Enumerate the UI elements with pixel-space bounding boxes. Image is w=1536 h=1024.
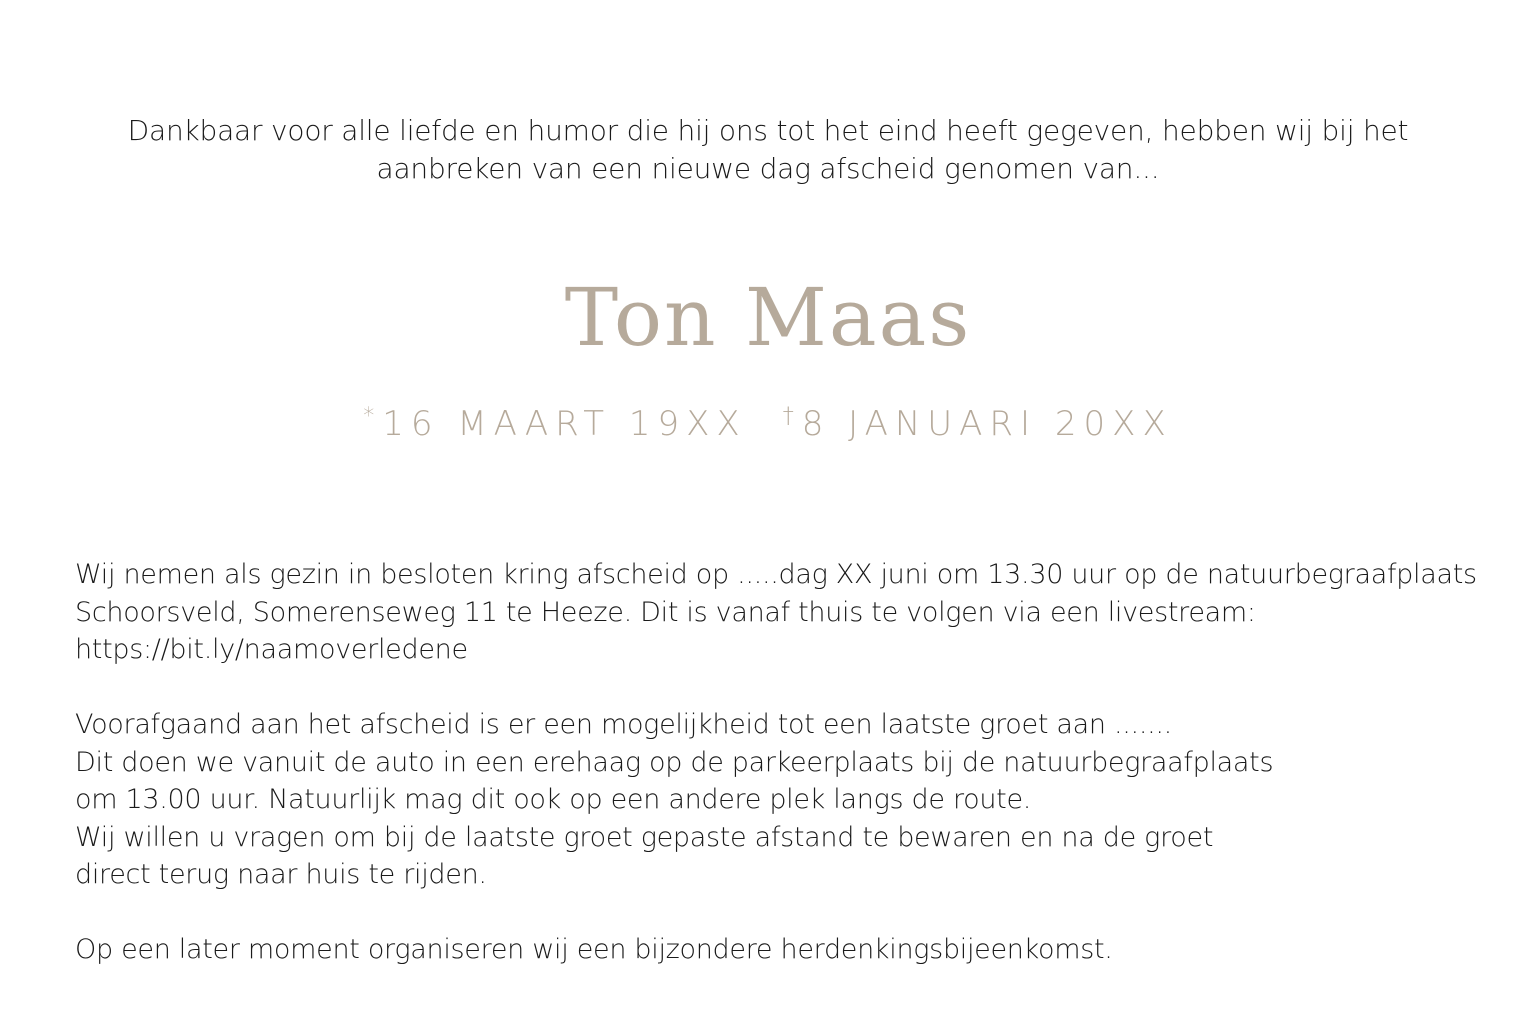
paragraph-spacer xyxy=(75,669,1515,707)
body-line: Wij willen u vragen om bij de laatste groet gepaste afstand te bewaren en na de groet xyxy=(75,821,1214,853)
life-dates xyxy=(0,396,1536,445)
body-line: Schoorsveld, Somerenseweg 11 te Heeze. Dit is vanaf thuis te volgen via een livestream: xyxy=(75,596,1256,628)
paragraph-spacer xyxy=(75,894,1515,932)
livestream-link[interactable]: https://bit.ly/naamoverledene xyxy=(75,634,468,665)
birth-date: 16 MAART 19XX xyxy=(382,404,747,444)
death-date: 8 JANUARI 20XX xyxy=(801,404,1173,444)
birth-symbol: * xyxy=(363,404,375,429)
body-line: Wij nemen als gezin in besloten kring afscheid op .....dag XX juni om 13.30 uur op de natuurbegraafplaats xyxy=(75,559,1477,590)
deceased-name: Ton Maas xyxy=(564,271,972,364)
body-line: Op een later moment organiseren wij een bijzondere herdenkingsbijeenkomst. xyxy=(75,934,1113,965)
body-line: Dit doen we vanuit de auto in een erehaag op de parkeerplaats bij de natuurbegraafplaats xyxy=(75,746,1274,778)
intro-line: aanbreken van een nieuwe dag afscheid genomen van... xyxy=(376,152,1160,185)
body-line: direct terug naar huis te rijden. xyxy=(75,859,487,890)
death-symbol: † xyxy=(782,404,794,429)
announcement-body xyxy=(75,556,1515,969)
body-line: Voorafgaand aan het afscheid is er een mogelijkheid tot een laatste groet aan ....... xyxy=(75,709,1172,740)
intro-line: Dankbaar voor alle liefde en humor die hij ons tot het eind heeft gegeven, hebben wij bij het xyxy=(127,114,1409,147)
intro-text xyxy=(0,112,1536,188)
body-line: om 13.00 uur. Natuurlijk mag dit ook op een andere plek langs de route. xyxy=(75,784,1032,815)
